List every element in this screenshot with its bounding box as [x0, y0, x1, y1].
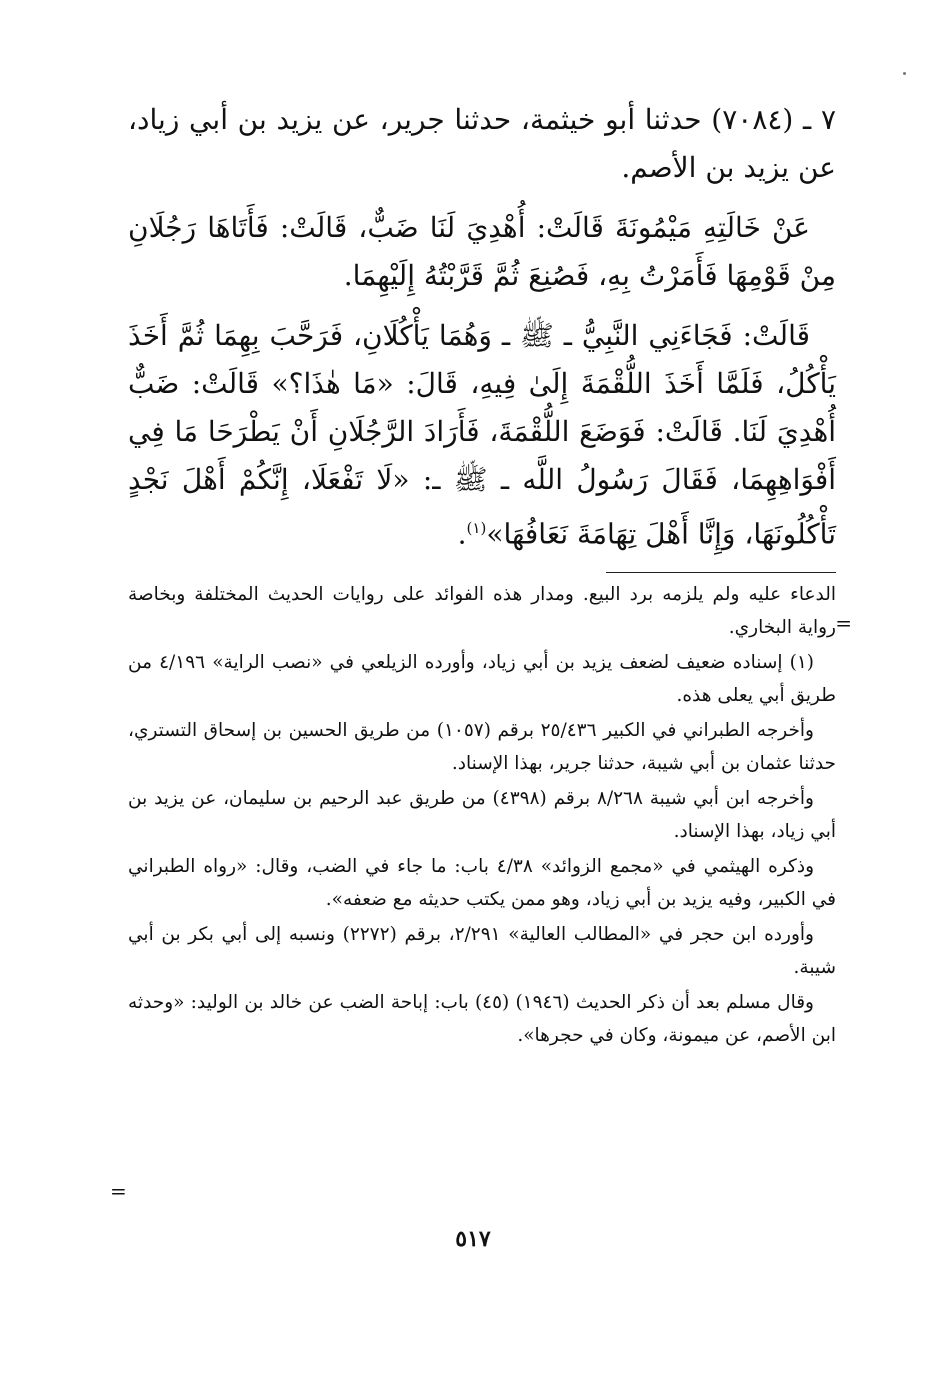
hadith-text [128, 96, 836, 558]
footnotes [128, 579, 836, 1052]
scan-speck [903, 72, 906, 75]
footnote-1: (١) إسناده ضعيف لضعف يزيد بن أبي زياد، وأورده الزيلعي في «نصب الراية» ٤/١٩٦ من طريق أبي يعلى هذه. [128, 652, 836, 706]
hadith-matn-2 [128, 312, 836, 558]
footnote-continues-mark: = [110, 1179, 127, 1203]
footnote-para-tabarani: وأخرجه الطبراني في الكبير ٢٥/٤٣٦ برقم (١٠٥٧) من طريق الحسين بن إسحاق التستري، حدثنا عثمان بن أبي شيبة، حدثنا جرير، بهذا الإسناد. [128, 720, 836, 774]
footnote-continued-mark: = [835, 611, 852, 635]
footnote-separator [606, 572, 836, 573]
footnote-ref[interactable]: (١) [466, 519, 487, 537]
page-body [128, 96, 836, 1052]
footnote-para-ibn-hajar: وأورده ابن حجر في «المطالب العالية» ٢/٢٩١، برقم (٢٢٧٢) ونسبه إلى أبي بكر بن أبي شيبة. [128, 924, 836, 978]
footnote-para-haythami: وذكره الهيثمي في «مجمع الزوائد» ٤/٣٨ باب: ما جاء في الضب، وقال: «رواه الطبراني في الكبير، وفيه يزيد بن أبي زياد، وهو ممن يكتب حديثه مع ضعفه». [128, 856, 836, 910]
footnote-continued: الدعاء عليه ولم يلزمه برد البيع. ومدار هذه الفوائد على روايات الحديث المختلفة وبخاصة رواية البخاري. [128, 584, 836, 638]
hadith-isnad: ٧ ـ (٧٠٨٤) حدثنا أبو خيثمة، حدثنا جرير، عن يزيد بن أبي زياد، عن يزيد بن الأصم. [128, 103, 836, 184]
footnote-para-ibn-abi-shaybah: وأخرجه ابن أبي شيبة ٨/٢٦٨ برقم (٤٣٩٨) من طريق عبد الرحيم بن سليمان، عن يزيد بن أبي زياد، بهذا الإسناد. [128, 788, 836, 842]
footnote-para-muslim: وقال مسلم بعد أن ذكر الحديث (١٩٤٦) (٤٥) باب: إباحة الضب عن خالد بن الوليد: «وحدثه ابن الأصم، عن ميمونة، وكان في حجرها». [128, 992, 836, 1046]
hadith-matn-2-text: قَالَتْ: فَجَاءَنِي النَّبِيُّ ـ ﷺ ـ وَهُمَا يَأْكُلَانِ، فَرَحَّبَ بِهِمَا ثُمَّ أَخَذَ يَأْكُلُ، فَلَمَّا أَخَذَ اللُّقْمَةَ إِلَىٰ فِيهِ، قَالَ: «مَا هٰذَا؟» قَالَتْ: ضَبٌّ أُهْدِيَ لَنَا. قَالَتْ: فَوَضَعَ اللُّقْمَةَ، فَأَرَادَ الرَّجُلَانِ أَنْ يَطْرَحَا مَا فِي أَفْوَاهِهِمَا، فَقَالَ رَسُولُ اللَّه ـ ﷺ ـ: «لَا تَفْعَلَا، إِنَّكُمْ أَهْلَ نَجْدٍ تَأْكُلُونَهَا، وَإِنَّا أَهْلَ تِهَامَةَ نَعَافُهَا» [128, 319, 837, 551]
hadith-matn-1: عَنْ خَالَتِهِ مَيْمُونَةَ قَالَتْ: أُهْدِيَ لَنَا ضَبٌّ، قَالَتْ: فَأَتَاهَا رَجُلَانِ مِنْ قَوْمِهَا فَأَمَرْتُ بِهِ، فَصُنِعَ ثُمَّ قَرَّبْتُهُ إِلَيْهِمَا. [128, 211, 836, 292]
page-number: ٥١٧ [455, 1226, 491, 1252]
hadith-matn-end: . [457, 517, 467, 551]
